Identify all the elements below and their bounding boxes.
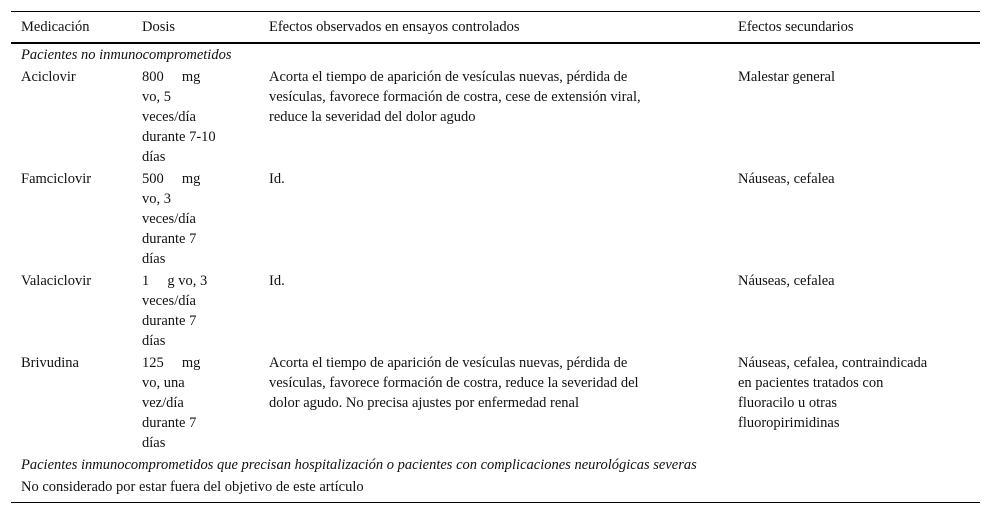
header-medication: Medicación (21, 19, 90, 35)
table-bottom-rule (11, 502, 980, 503)
medication-cell: Brivudina (21, 355, 79, 371)
effects-line: Acorta el tiempo de aparición de vesículas nuevas, pérdida de (269, 69, 628, 85)
dose-line: días (142, 251, 166, 267)
dose-line: días (142, 149, 166, 165)
dose-line: durante 7 (142, 415, 197, 431)
section-immunocompromised: Pacientes inmunocomprometidos que precisan hospitalización o pacientes con complicaciones neurológicas severas (21, 457, 697, 473)
dose-line: 500 mg (142, 171, 201, 187)
dose-line: veces/día (142, 293, 196, 309)
effects-line: vesículas, favorece formación de costra, reduce la severidad del (269, 375, 639, 391)
side-effects-line: Malestar general (738, 69, 836, 85)
dose-line: durante 7 (142, 313, 197, 329)
side-effects-line: Náuseas, cefalea (738, 273, 835, 289)
dose-line: 1 g vo, 3 (142, 273, 208, 289)
effects-line: Id. (269, 171, 285, 187)
dose-line: durante 7 (142, 231, 197, 247)
effects-line: Id. (269, 273, 285, 289)
side-effects-line: Náuseas, cefalea (738, 171, 835, 187)
header-rule (11, 42, 980, 44)
dose-line: veces/día (142, 211, 196, 227)
footnote-text: No considerado por estar fuera del objetivo de este artículo (21, 479, 364, 495)
dose-line: vo, una (142, 375, 185, 391)
dose-line: 800 mg (142, 69, 201, 85)
medication-cell: Aciclovir (21, 69, 76, 85)
side-effects-line: Náuseas, cefalea, contraindicada (738, 355, 928, 371)
effects-line: dolor agudo. No precisa ajustes por enfermedad renal (269, 395, 580, 411)
table-top-rule (11, 11, 980, 12)
medication-cell: Valaciclovir (21, 273, 92, 289)
dose-line: 125 mg (142, 355, 201, 371)
dose-line: días (142, 435, 166, 451)
dose-line: durante 7-10 (142, 129, 216, 145)
side-effects-line: en pacientes tratados con (738, 375, 884, 391)
dose-line: vo, 3 (142, 191, 171, 207)
header-effects: Efectos observados en ensayos controlados (269, 19, 520, 35)
header-dose: Dosis (142, 19, 176, 35)
medication-cell: Famciclovir (21, 171, 92, 187)
dose-line: vez/día (142, 395, 184, 411)
dose-line: veces/día (142, 109, 196, 125)
side-effects-line: fluoropirimidinas (738, 415, 840, 431)
header-side-effects: Efectos secundarios (738, 19, 854, 35)
effects-line: vesículas, favorece formación de costra, cese de extensión viral, (269, 89, 641, 105)
section-non-immunocompromised: Pacientes no inmunocomprometidos (21, 47, 232, 63)
dose-line: vo, 5 (142, 89, 171, 105)
side-effects-line: fluoracilo u otras (738, 395, 838, 411)
dose-line: días (142, 333, 166, 349)
effects-line: Acorta el tiempo de aparición de vesículas nuevas, pérdida de (269, 355, 628, 371)
effects-line: reduce la severidad del dolor agudo (269, 109, 476, 125)
